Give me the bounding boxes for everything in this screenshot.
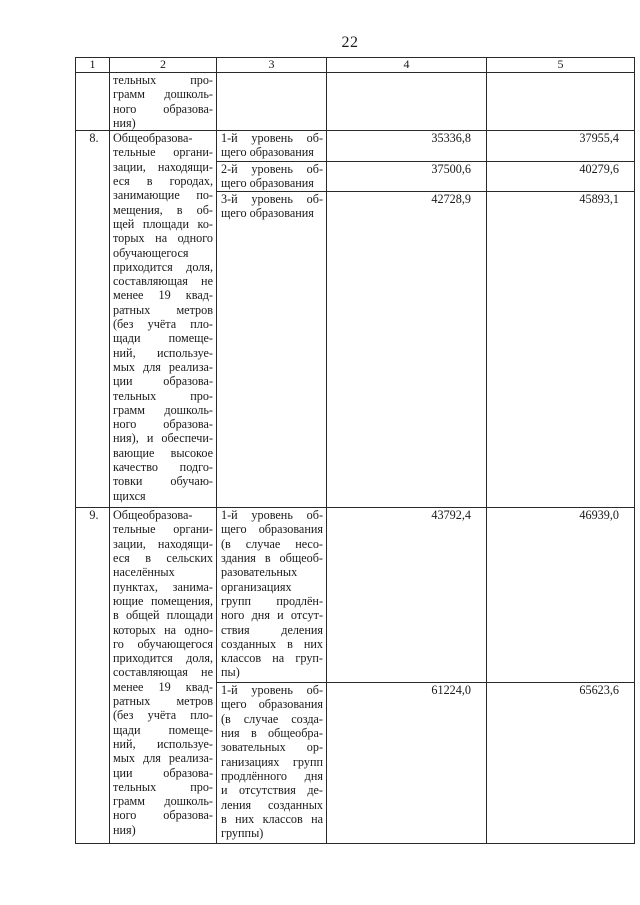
org-text-line: зации, находящи- — [113, 159, 213, 174]
column-header: 3 — [217, 58, 327, 73]
org-text-line: вающие высокое — [113, 445, 213, 460]
org-text-line: тельные органи- — [113, 145, 213, 160]
org-text-line: тельных про- — [113, 73, 213, 87]
level-text-line: здания в общеоб- — [221, 551, 323, 566]
level-text-line: ного дня и отсут- — [221, 608, 323, 623]
level-text-line: ния в общеобра- — [221, 726, 323, 741]
org-text-line: ного образова- — [113, 101, 213, 116]
level-text-line: щего образования — [221, 697, 323, 712]
level-text-line: щего образования — [221, 206, 314, 221]
org-text-line: еся в сельских — [113, 551, 213, 566]
level-text-line: 3-й уровень об- — [221, 192, 323, 207]
level-text-line: классов на груп- — [221, 651, 323, 666]
org-text-line: ции образова- — [113, 374, 213, 389]
org-text-line: населённых — [113, 565, 175, 580]
cell-col5-value: 65623,6 — [487, 683, 635, 844]
level-text-line: (в случае созда- — [221, 711, 323, 726]
column-header: 5 — [487, 58, 635, 73]
data-table — [75, 57, 635, 844]
org-text-line: щади помеще- — [113, 331, 213, 346]
cell-col4-value: 43792,4 — [327, 508, 487, 683]
level-text-line: 1-й уровень об- — [221, 131, 323, 146]
cell-col4-value: 61224,0 — [327, 683, 487, 844]
org-text-line: которых на одно- — [113, 622, 213, 637]
cell-col5-value: 46939,0 — [487, 508, 635, 683]
org-text-line: щей площади ко- — [113, 216, 213, 231]
org-text-line: менее 19 квад- — [113, 679, 213, 694]
cell-level — [217, 162, 327, 192]
org-text-line: ного образова- — [113, 808, 213, 823]
org-text-line: Общеобразова- — [113, 131, 193, 146]
org-text-line: обучающегося — [113, 245, 189, 260]
cell-col5-value: 37955,4 — [487, 131, 635, 162]
column-header: 2 — [110, 58, 217, 73]
row-number: 8. — [76, 131, 110, 508]
table-row-9 — [76, 508, 635, 683]
level-text-line: ствия деления — [221, 622, 323, 637]
org-text-line: ний, используе- — [113, 345, 213, 360]
org-text-line: мых для реализа- — [113, 751, 213, 766]
org-text-line: товки обучаю- — [113, 474, 213, 489]
org-text-line: ния), и обеспечи- — [113, 431, 213, 446]
cell-col5-value: 40279,6 — [487, 162, 635, 192]
cell-col4-value: 37500,6 — [327, 162, 487, 192]
org-text-line: торых на одного — [113, 231, 213, 246]
cell-org-continuation — [110, 73, 217, 131]
column-header: 1 — [76, 58, 110, 73]
org-text-line: зации, находящи- — [113, 536, 213, 551]
org-text-line: щихся — [113, 488, 146, 503]
level-text-line: пы) — [221, 665, 240, 680]
level-text-line: ганизациях групп — [221, 754, 323, 769]
org-text-line: ратных метров — [113, 302, 213, 317]
table-header-row — [76, 58, 635, 73]
org-text-line: ратных метров — [113, 694, 213, 709]
level-text-line: 1-й уровень об- — [221, 508, 323, 523]
cell-num — [76, 73, 110, 131]
org-text-line: мых для реализа- — [113, 359, 213, 374]
org-text-line: составляющая не — [113, 274, 213, 289]
org-text-line: мещения, в об- — [113, 202, 213, 217]
cell-col4 — [327, 73, 487, 131]
level-text-line: группы) — [221, 826, 264, 841]
org-text-line: ющие помещения, — [113, 593, 213, 608]
org-text-line: в общей площади — [113, 608, 213, 623]
level-text-line: групп продлён- — [221, 593, 323, 608]
level-text-line: ления созданных — [221, 797, 323, 812]
level-text-line: в них классов на — [221, 811, 323, 826]
level-text-line: (в случае несо- — [221, 536, 323, 551]
org-text-line: го обучающегося — [113, 636, 213, 651]
org-text-line: (без учёта пло- — [113, 317, 213, 332]
cell-col5-value: 45893,1 — [487, 192, 635, 508]
org-text-line: занимающие по- — [113, 188, 213, 203]
level-text-line: щего образования — [221, 176, 314, 191]
org-text-line: (без учёта пло- — [113, 708, 213, 723]
org-text-line: тельных про- — [113, 388, 213, 403]
row-number: 9. — [76, 508, 110, 844]
org-text-line: грамм дошколь- — [113, 402, 213, 417]
org-text-line: ния) — [113, 115, 136, 130]
cell-level — [217, 131, 327, 162]
org-text-line: ния) — [113, 822, 136, 837]
org-text-line: ции образова- — [113, 765, 213, 780]
cell-col4-value: 42728,9 — [327, 192, 487, 508]
org-text-line: пунктах, занима- — [113, 579, 213, 594]
org-text-line: тельные органи- — [113, 522, 213, 537]
level-text-line: и отсутствия де- — [221, 783, 323, 798]
org-text-line: ного образова- — [113, 417, 213, 432]
org-text-line: менее 19 квад- — [113, 288, 213, 303]
org-text-line: приходится доля, — [113, 259, 213, 274]
page-number: 22 — [341, 34, 359, 51]
org-text-line: еся в городах, — [113, 174, 213, 189]
org-text-line: щади помеще- — [113, 722, 213, 737]
level-text-line: организациях — [221, 579, 292, 594]
level-text-line: щего образования — [221, 145, 314, 160]
org-text-line: качество подго- — [113, 460, 213, 475]
cell-col5 — [487, 73, 635, 131]
level-text-line: 1-й уровень об- — [221, 683, 323, 698]
table-row-continuation — [76, 73, 635, 131]
level-text-line: созданных в них — [221, 636, 323, 651]
cell-level — [217, 73, 327, 131]
level-text-line: зовательных ор- — [221, 740, 323, 755]
org-text-line: составляющая не — [113, 665, 213, 680]
level-text-line: 2-й уровень об- — [221, 162, 323, 177]
cell-org-9 — [110, 508, 217, 844]
level-text-line: продлённого дня — [221, 768, 323, 783]
cell-level — [217, 683, 327, 844]
column-header: 4 — [327, 58, 487, 73]
cell-col4-value: 35336,8 — [327, 131, 487, 162]
cell-level — [217, 508, 327, 683]
org-text-line: тельных про- — [113, 779, 213, 794]
org-text-line: приходится доля, — [113, 651, 213, 666]
org-text-line: ний, используе- — [113, 736, 213, 751]
cell-org-8 — [110, 131, 217, 508]
level-text-line: щего образования — [221, 522, 323, 537]
org-text-line: Общеобразова- — [113, 508, 193, 523]
cell-level — [217, 192, 327, 508]
level-text-line: разовательных — [221, 565, 298, 580]
org-text-line: грамм дошколь- — [113, 87, 213, 102]
org-text-line: грамм дошколь- — [113, 794, 213, 809]
table-row-8 — [76, 131, 635, 162]
